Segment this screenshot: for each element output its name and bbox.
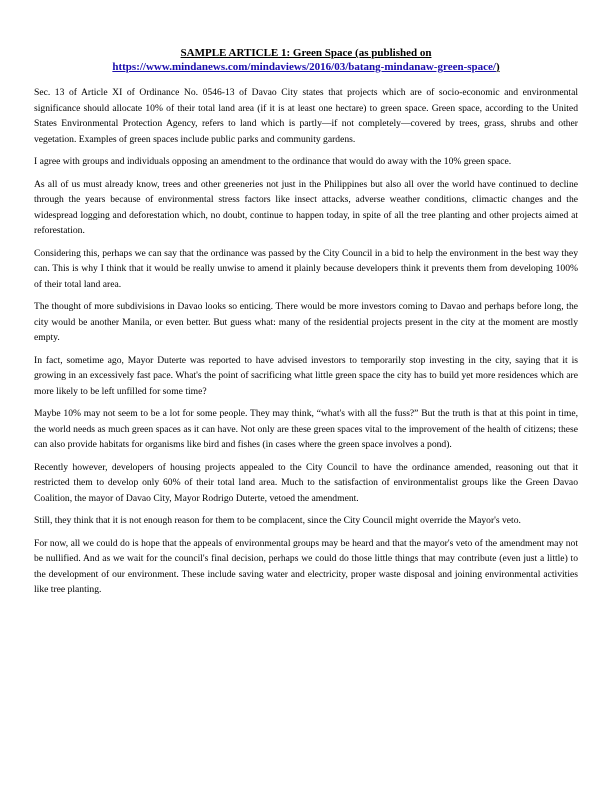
paragraph: In fact, sometime ago, Mayor Duterte was reported to have advised investors to temporarily stop investing in the city, saying that it is growing in an excessively fast pace. What's the point of sacrificing what little green space the city has to build yet more residences which are more likely to be left unfilled for some time? bbox=[34, 354, 578, 397]
paragraph: Sec. 13 of Article XI of Ordinance No. 0546-13 of Davao City states that projects which are of socio-economic and environmental significance should allocate 10% of their total land area (if it is at least one hectare) to green space. Green space, according to the United States Environmental Protection Agency, refers to land which is partly—if not completely—covered by trees, grass, shrubs and other vegetation. Examples of green spaces include public parks and community gardens. bbox=[34, 87, 578, 145]
paragraph: Considering this, perhaps we can say that the ordinance was passed by the City Council in a bid to help the environment in the best way they can. This is why I think that it would be really unwise to amend it plainly because developers think it prevents them from developing 100% of their total land area. bbox=[34, 247, 578, 290]
paragraph: I agree with groups and individuals opposing an amendment to the ordinance that would do away with the 10% green space. bbox=[34, 156, 512, 167]
paragraph: For now, all we could do is hope that the appeals of environmental groups may be heard and that the mayor's veto of the amendment may not be nullified. And as we wait for the council's final decision, perhaps we could do those little things that may contribute (even just a little) to the development of our environment. These include saving water and electricity, proper waste disposal and joining environmental activities like tree planting. bbox=[34, 537, 578, 595]
paragraph: Maybe 10% may not seem to be a lot for some people. They may think, “what's with all the fuss?” But the truth is that at this point in time, the world needs as much green spaces as it can have. Not only are these green spaces vital to the improvement of the health of citizens; these can also provide habitats for organisms like bird and fishes (in cases where the green space involves a pond). bbox=[34, 408, 578, 450]
article-heading bbox=[34, 46, 578, 74]
source-close-paren: ) bbox=[495, 61, 500, 73]
article-title: SAMPLE ARTICLE 1: Green Space (as published on bbox=[180, 47, 432, 59]
paragraph: Recently however, developers of housing projects appealed to the City Council to have the ordinance amended, reasoning out that it restricted them to develop only 60% of their total land area. Much to the satisfaction of environmentalist groups like the Green Davao Coalition, the mayor of Davao City, Mayor Rodrigo Duterte, vetoed the amendment. bbox=[34, 461, 578, 504]
paragraph: As all of us must already know, trees and other greeneries not just in the Philippines but also all over the world have continued to decline through the years because of environmental stress factors like insect attacks, adverse weather conditions, climactic changes and the widespread logging and deforestation which, no doubt, continue to happen today, in spite of all the tree planting and other projects aimed at reforestation. bbox=[34, 178, 578, 236]
paragraph: The thought of more subdivisions in Davao looks so enticing. There would be more investors coming to Davao and perhaps before long, the city would be another Manila, or even better. But guess what: many of the residential projects present in the city at the moment are mostly empty. bbox=[34, 301, 578, 343]
paragraph: Still, they think that it is not enough reason for them to be complacent, since the City Council might override the Mayor's veto. bbox=[34, 515, 521, 526]
source-link[interactable]: https://www.mindanews.com/mindaviews/2016/03/batang-mindanaw-green-space/ bbox=[112, 61, 496, 73]
